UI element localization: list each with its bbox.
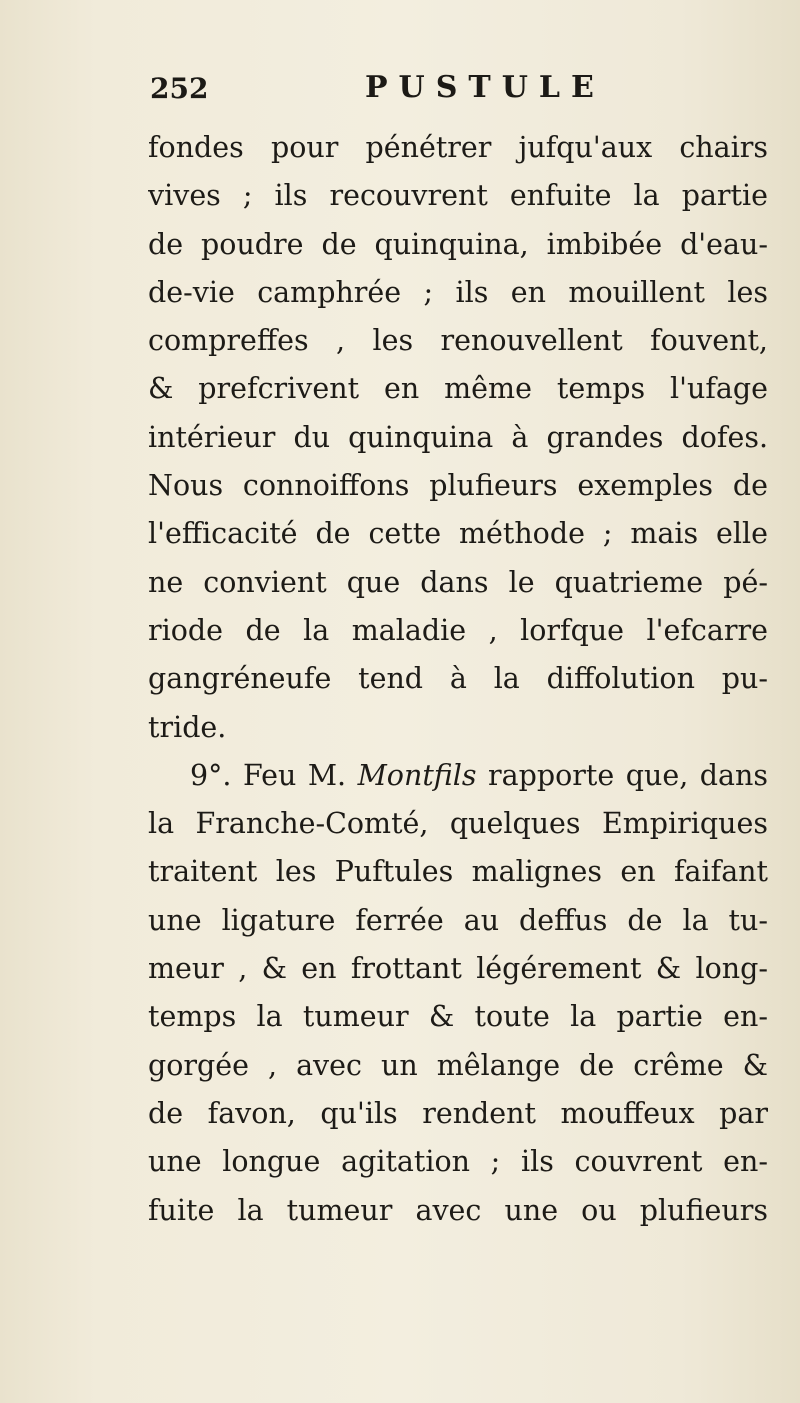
text-segment: 9°. Feu M. [190, 758, 347, 792]
text-line: de favon, qu'ils rendent mouffeux par [148, 1096, 768, 1130]
text-line: meur , & en frottant légérement & long- [148, 952, 768, 986]
running-head [150, 70, 750, 110]
body-text [148, 124, 768, 1235]
text-segment: rapporte que, dans [488, 758, 768, 792]
text-line: compreffes , les renouvellent fouvent, [148, 324, 768, 358]
text-line: tride. [148, 710, 227, 744]
running-title: PUSTULE [365, 70, 605, 105]
text-line: temps la tumeur & toute la partie en- [148, 1000, 768, 1034]
text-line: de-vie camphrée ; ils en mouillent les [148, 275, 768, 309]
text-line [148, 752, 768, 800]
text-line: vives ; ils recouvrent enfuite la partie [148, 179, 768, 213]
text-line: intérieur du quinquina à grandes dofes. [148, 420, 768, 454]
text-line: & prefcrivent en même temps l'ufage [148, 372, 768, 406]
text-line: l'efficacité de cette méthode ; mais elle [148, 517, 768, 551]
text-line: Nous connoiffons plufieurs exemples de [148, 469, 768, 503]
text-line: une ligature ferrée au deffus de la tu- [148, 903, 768, 937]
text-line: fuite la tumeur avec une ou plufieurs [148, 1193, 768, 1227]
paragraph-2 [148, 752, 768, 1235]
text-line: fondes pour pénétrer jufqu'aux chairs [148, 131, 768, 164]
text-line: la Franche-Comté, quelques Empiriques [148, 807, 768, 841]
text-line: gorgée , avec un mêlange de crême & [148, 1048, 768, 1082]
text-line: ne convient que dans le quatrieme pé- [148, 565, 768, 599]
text-line: gangréneufe tend à la diffolution pu- [148, 662, 768, 696]
text-line: riode de la maladie , lorfque l'efcarre [148, 613, 768, 647]
text-line: de poudre de quinquina, imbibée d'eau- [148, 227, 768, 261]
author-name: Montfils [357, 758, 477, 792]
text-line: une longue agitation ; ils couvrent en- [148, 1145, 768, 1179]
page-number: 252 [150, 72, 209, 105]
paragraph-1 [148, 124, 768, 752]
text-line: traitent les Puftules malignes en faifant [148, 855, 768, 889]
